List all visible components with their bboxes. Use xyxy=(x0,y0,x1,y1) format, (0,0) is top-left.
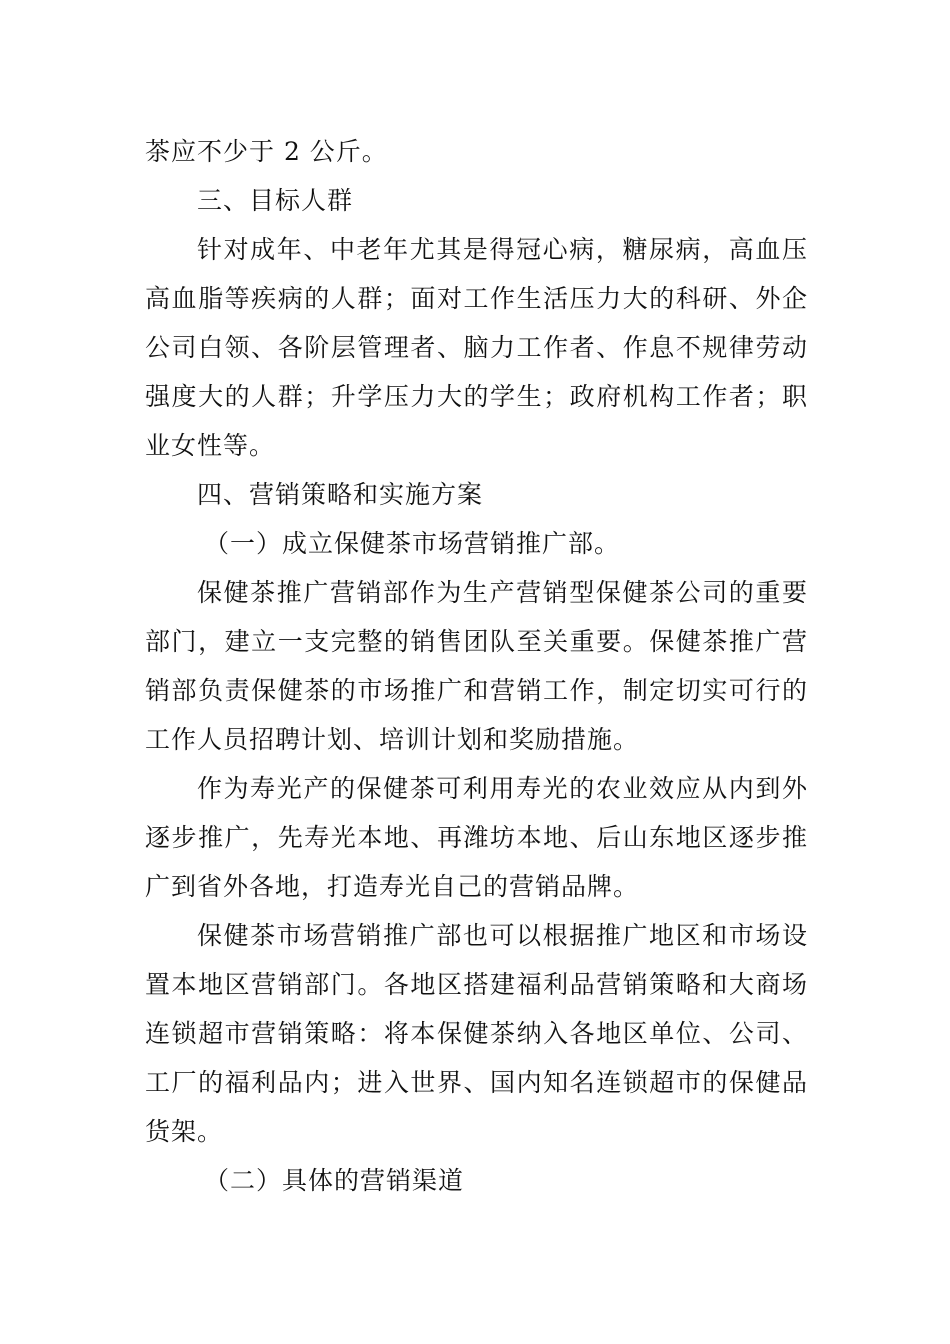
section-heading-target-audience: 三、目标人群 xyxy=(197,186,354,215)
paragraph-continuation: 茶应不少于 2 公斤。 xyxy=(145,137,388,166)
paragraph-department: 保健茶推广营销部作为生产营销型保健茶公司的重要部门，建立一支完整的销售团队至关重要。保健茶推广营销部负责保健茶的市场推广和营销工作，制定切实可行的工作人员招聘计划、培训计划和奖励措施。 xyxy=(145,578,808,754)
paragraph-regional-promotion: 作为寿光产的保健茶可利用寿光的农业效应从内到外逐步推广，先寿光本地、再潍坊本地、后山东地区逐步推广到省外各地，打造寿光自己的营销品牌。 xyxy=(145,774,808,901)
paragraph-local-departments: 保健茶市场营销推广部也可以根据推广地区和市场设置本地区营销部门。各地区搭建福利品营销策略和大商场连锁超市营销策略：将本保健茶纳入各地区单位、公司、工厂的福利品内；进入世界、国内知名连锁超市的保健品货架。 xyxy=(145,921,808,1146)
subsection-heading-1: （一）成立保健茶市场营销推广部。 xyxy=(204,529,621,558)
document-body xyxy=(145,127,808,1205)
paragraph-target-audience: 针对成年、中老年尤其是得冠心病，糖尿病，高血压高血脂等疾病的人群；面对工作生活压力大的科研、外企公司白领、各阶层管理者、脑力工作者、作息不规律劳动强度大的人群；升学压力大的学生；政府机构工作者；职业女性等。 xyxy=(145,235,808,460)
subsection-heading-2: （二）具体的营销渠道 xyxy=(204,1166,465,1195)
section-heading-marketing-strategy: 四、营销策略和实施方案 xyxy=(197,480,484,509)
